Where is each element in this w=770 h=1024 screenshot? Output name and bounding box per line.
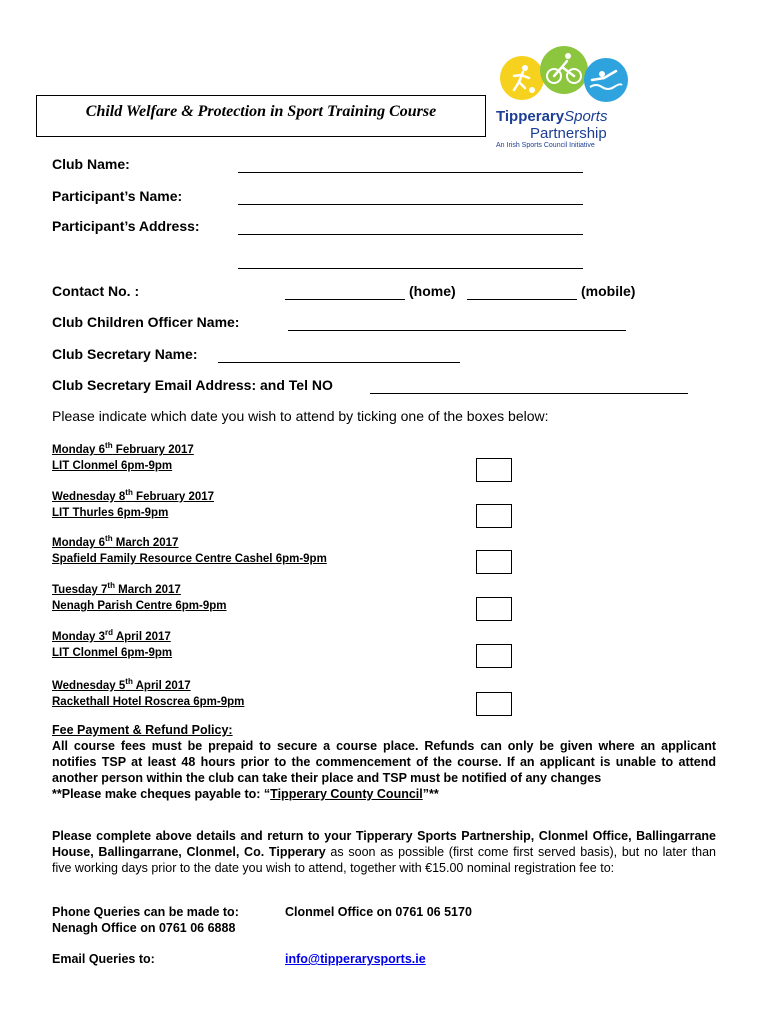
session-6-checkbox[interactable]	[476, 692, 512, 716]
instruction-text: Please indicate which date you wish to attend by ticking one of the boxes below:	[52, 408, 549, 424]
session-5	[52, 625, 172, 661]
session-venue: Rackethall Hotel Roscrea 6pm-9pm	[52, 695, 245, 708]
session-6	[52, 674, 244, 710]
logo-name-line2: Partnership	[530, 125, 607, 142]
participant-address-line-2[interactable]	[238, 268, 583, 269]
session-date: Monday 6th March 2017	[52, 534, 179, 549]
session-5-checkbox[interactable]	[476, 644, 512, 668]
session-venue: LIT Clonmel 6pm-9pm	[52, 646, 173, 659]
mobile-label: (mobile)	[581, 283, 636, 299]
session-date: Wednesday 5th April 2017	[52, 677, 191, 692]
children-officer-label: Club Children Officer Name:	[52, 314, 240, 330]
email-label: Email Queries to:	[52, 952, 155, 966]
session-date: Monday 3rd April 2017	[52, 628, 171, 643]
course-title-box	[36, 95, 486, 137]
return-info: Please complete above details and return to your Tipperary Sports Partnership, Clonmel Office, Ballingarrane House, Ballingarrane, Clonmel, Co. Tipperary as soon as possible (first come first served basis), but no later than five working days prior to the date you wish to attend, together with €15.00 nominal registration fee to:	[52, 829, 717, 875]
session-2-checkbox[interactable]	[476, 504, 512, 528]
course-title: Child Welfare & Protection in Sport Training Course	[85, 103, 437, 120]
secretary-name-line[interactable]	[218, 362, 460, 363]
nenagh-phone: Nenagh Office on 0761 06 6888	[52, 921, 236, 935]
session-date: Tuesday 7th March 2017	[52, 581, 181, 596]
session-venue: LIT Clonmel 6pm-9pm	[52, 459, 173, 472]
session-2	[52, 485, 214, 521]
participant-name-label: Participant’s Name:	[52, 188, 183, 204]
club-name-line[interactable]	[238, 172, 583, 173]
contact-no-label: Contact No. :	[52, 283, 140, 299]
home-phone-line[interactable]	[285, 299, 405, 300]
phone-label: Phone Queries can be made to:	[52, 905, 239, 919]
logo-name: TipperarySports	[496, 108, 608, 125]
session-1-checkbox[interactable]	[476, 458, 512, 482]
session-3-checkbox[interactable]	[476, 550, 512, 574]
children-officer-line[interactable]	[288, 330, 626, 331]
session-venue: Spafield Family Resource Centre Cashel 6pm-9pm	[52, 552, 327, 565]
email-link[interactable]: info@tipperarysports.ie	[285, 952, 426, 966]
home-label: (home)	[409, 283, 456, 299]
participant-name-line[interactable]	[238, 204, 583, 205]
session-venue: LIT Thurles 6pm-9pm	[52, 506, 169, 519]
cheques-note: **Please make cheques payable to: “Tipperary County Council”**	[52, 787, 439, 801]
clonmel-phone: Clonmel Office on 0761 06 5170	[285, 905, 472, 919]
secretary-email-label: Club Secretary Email Address: and Tel NO	[52, 377, 333, 393]
participant-address-label: Participant’s Address:	[52, 218, 200, 234]
session-4-checkbox[interactable]	[476, 597, 512, 621]
secretary-name-label: Club Secretary Name:	[52, 346, 198, 362]
fee-policy-heading: Fee Payment & Refund Policy:	[52, 723, 233, 737]
logo-tagline: An Irish Sports Council Initiative	[496, 142, 595, 149]
session-date: Monday 6th February 2017	[52, 441, 194, 456]
fee-policy	[52, 722, 716, 802]
mobile-phone-line[interactable]	[467, 299, 577, 300]
session-date: Wednesday 8th February 2017	[52, 488, 215, 503]
session-4	[52, 578, 226, 614]
session-3	[52, 531, 327, 567]
session-venue: Nenagh Parish Centre 6pm-9pm	[52, 599, 227, 612]
tsp-logo	[492, 40, 642, 152]
session-1	[52, 438, 194, 474]
fee-policy-body: All course fees must be prepaid to secure a course place. Refunds can only be given where an applicant notifies TSP at least 48 hours prior to the commencement of the course. If an applicant is unable to attend another person within the club can take their place and TSP must be notified of any changes	[52, 739, 716, 785]
club-name-label: Club Name:	[52, 156, 130, 172]
secretary-email-line[interactable]	[370, 393, 688, 394]
participant-address-line-1[interactable]	[238, 234, 583, 235]
